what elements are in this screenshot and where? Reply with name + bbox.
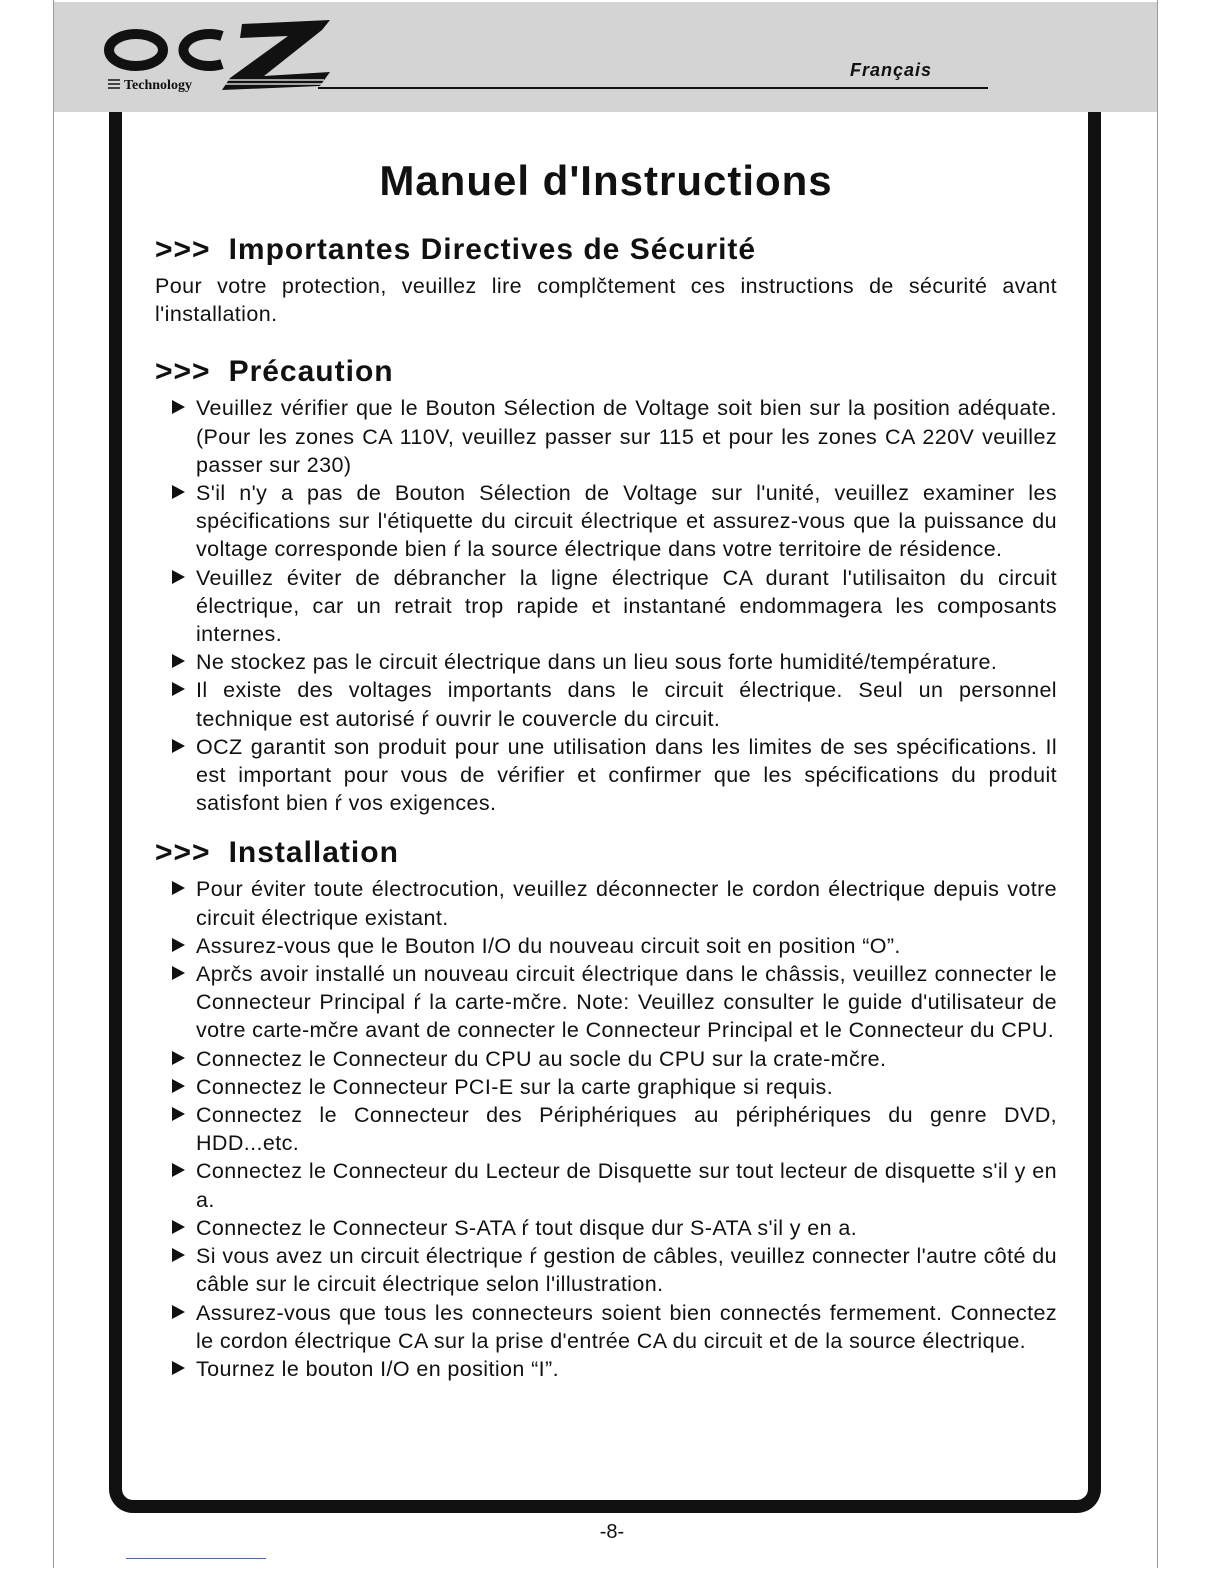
section-heading-safety [155, 232, 1057, 268]
bullet-arrow-icon [172, 1220, 185, 1234]
bullet-arrow-icon [172, 1248, 185, 1262]
bullet-arrow-icon [172, 1051, 185, 1065]
installation-list [155, 875, 1057, 1383]
bullet-arrow-icon [172, 400, 185, 414]
list-item: Connectez le Connecteur S-ATA ŕ tout disque dur S-ATA s'il y en a. [155, 1214, 1057, 1242]
list-item: OCZ garantit son produit pour une utilisation dans les limites de ses spécifications. Il est important pour vous de vérifier et confirmer que les spécifications du produit satisfont bien ŕ vos exigences. [155, 733, 1057, 818]
list-item: Si vous avez un circuit électrique ŕ gestion de câbles, veuillez connecter l'autre côté du câble sur le circuit électrique selon l'illustration. [155, 1242, 1057, 1298]
list-item: Connectez le Connecteur du Lecteur de Disquette sur tout lecteur de disquette s'il y en a. [155, 1157, 1057, 1213]
bullet-arrow-icon [172, 1107, 185, 1121]
bullet-arrow-icon [172, 1305, 185, 1319]
section-marker: >>> [155, 355, 211, 389]
precaution-list [155, 394, 1057, 817]
bullet-arrow-icon [172, 654, 185, 668]
safety-intro: Pour votre protection, veuillez lire complčtement ces instructions de sécurité avant l'installation. [155, 274, 1057, 327]
ocz-logo [104, 14, 344, 98]
bullet-arrow-icon [172, 1079, 185, 1093]
language-label: Français [850, 60, 933, 80]
list-item: S'il n'y a pas de Bouton Sélection de Voltage sur l'unité, veuillez examiner les spécifications sur l'étiquette du circuit électrique et assurez-vous que la puissance du voltage corresponde bien ŕ la source électrique dans votre territoire de résidence. [155, 479, 1057, 564]
footer-link-underline[interactable] [126, 1558, 266, 1559]
bullet-arrow-icon [172, 570, 185, 584]
bullet-arrow-icon [172, 682, 185, 696]
list-item: Assurez-vous que le Bouton I/O du nouveau circuit soit en position “O”. [155, 932, 1057, 960]
document-body [155, 150, 1057, 1383]
list-item: Connectez le Connecteur du CPU au socle du CPU sur la crate-mčre. [155, 1045, 1057, 1073]
list-item: Tournez le bouton I/O en position “I”. [155, 1355, 1057, 1383]
list-item: Pour éviter toute électrocution, veuillez déconnecter le cordon électrique depuis votre circuit électrique existant. [155, 875, 1057, 931]
section-heading-precaution [155, 354, 1057, 390]
list-item: Il existe des voltages importants dans le circuit électrique. Seul un personnel technique est autorisé ŕ ouvrir le couvercle du circuit. [155, 676, 1057, 732]
bullet-arrow-icon [172, 485, 185, 499]
list-item: Veuillez éviter de débrancher la ligne électrique CA durant l'utilisaiton du circuit électrique, car un retrait trop rapide et instantané endommagera les composants internes. [155, 564, 1057, 649]
bullet-arrow-icon [172, 881, 185, 895]
list-item: Connectez le Connecteur PCI-E sur la carte graphique si requis. [155, 1073, 1057, 1101]
section-marker: >>> [155, 233, 211, 266]
section-marker: >>> [155, 836, 211, 870]
list-item: Assurez-vous que tous les connecteurs soient bien connectés fermement. Connectez le cordon électrique CA sur la prise d'entrée CA du circuit et de la source électrique. [155, 1299, 1057, 1355]
page-border-right [1157, 0, 1158, 1568]
list-item: Veuillez vérifier que le Bouton Sélection de Voltage soit bien sur la position adéquate. (Pour les zones CA 110V, veuillez passer sur 115 et pour les zones CA 220V veuillez passer sur 230) [155, 394, 1057, 479]
bullet-arrow-icon [172, 1361, 185, 1375]
section-title: Installation [228, 836, 399, 870]
section-heading-installation [155, 835, 1057, 871]
page-title: Manuel d'Instructions [379, 157, 833, 204]
page-border-left [53, 0, 54, 1568]
section-title: Importantes Directives de Sécurité [228, 233, 757, 266]
logo-subtext: Technology [124, 78, 192, 93]
bullet-arrow-icon [172, 966, 185, 980]
section-title: Précaution [228, 355, 394, 389]
bullet-arrow-icon [172, 938, 185, 952]
bullet-arrow-icon [172, 1163, 185, 1177]
list-item: Connectez le Connecteur des Périphériques au périphériques du genre DVD, HDD...etc. [155, 1101, 1057, 1157]
header-rule [318, 87, 988, 89]
bullet-arrow-icon [172, 739, 185, 753]
list-item: Ne stockez pas le circuit électrique dans un lieu sous forte humidité/température. [155, 648, 1057, 676]
list-item: Aprčs avoir installé un nouveau circuit électrique dans le châssis, veuillez connecter le Connecteur Principal ŕ la carte-mčre. Note: Veuillez consulter le guide d'utilisateur de votre carte-mčre avant de connecter le Connecteur Principal et le Connecteur du CPU. [155, 960, 1057, 1045]
page-number: -8- [599, 1521, 625, 1543]
